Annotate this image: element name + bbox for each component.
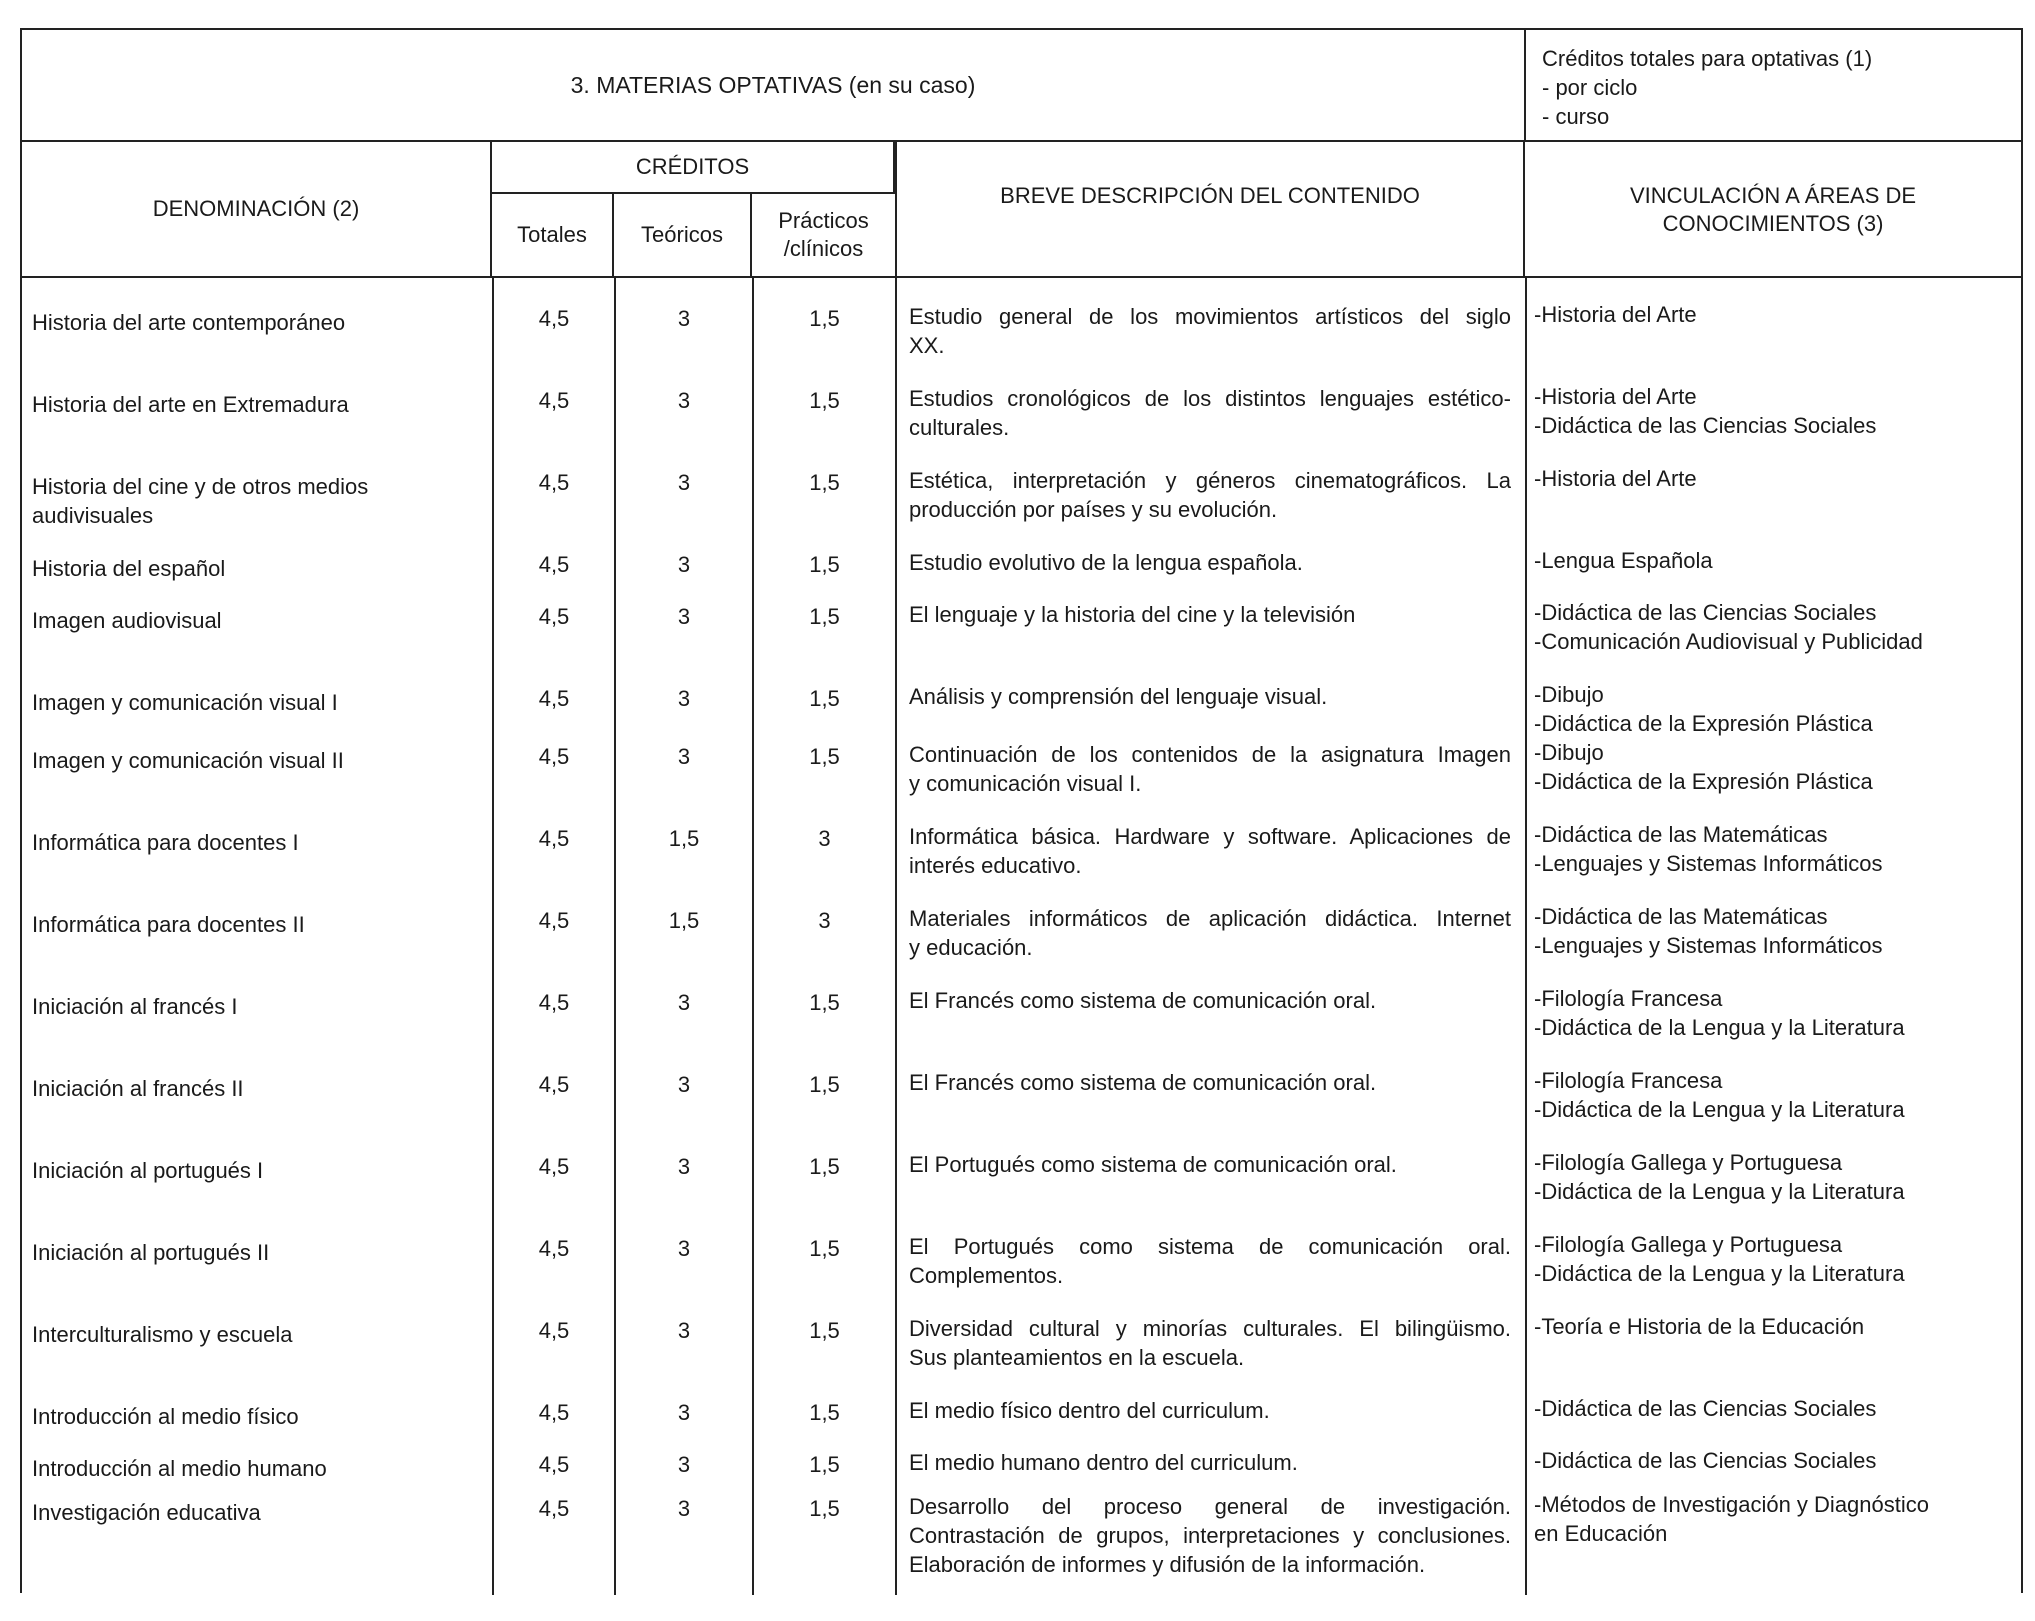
row-descripcion (909, 600, 1511, 629)
row-denominacion (32, 1156, 492, 1185)
column-header (22, 142, 2021, 278)
row-denominacion-line: Iniciación al portugués I (32, 1158, 264, 1183)
header-vinculacion-label: CONOCIMIENTOS (3) (1662, 211, 1884, 236)
row-descripcion (909, 682, 1511, 711)
row-vinculacion-line: en Educación (1534, 1521, 1668, 1546)
row-teoricos: 3 (677, 604, 691, 629)
header-totales (492, 194, 614, 276)
row-descripcion (909, 904, 1511, 962)
row-vinculacion-line: -Comunicación Audiovisual y Publicidad (1534, 629, 1923, 654)
row-descripcion (909, 466, 1511, 524)
row-practicos: 3 (818, 826, 831, 851)
row-denominacion-line: Imagen audiovisual (32, 608, 222, 633)
row-denominacion (32, 308, 492, 337)
row-descripcion (909, 384, 1511, 442)
row-descripcion-line: El Portugués como sistema de comunicación oral. (909, 1234, 1511, 1259)
row-vinculacion-line: -Didáctica de las Ciencias Sociales (1534, 1396, 1877, 1421)
header-creditos-label: CRÉDITOS (635, 154, 750, 179)
row-vinculacion (1534, 464, 2022, 493)
row-denominacion (32, 472, 492, 530)
row-vinculacion-line: -Didáctica de la Expresión Plástica (1534, 711, 1873, 736)
row-practicos: 1,5 (809, 686, 840, 711)
credits-note (1542, 44, 1872, 131)
row-vinculacion-line: -Didáctica de las Matemáticas (1534, 822, 1828, 847)
row-teoricos: 3 (677, 1400, 691, 1425)
row-totales: 4,5 (538, 990, 570, 1015)
header-creditos (492, 142, 895, 194)
optativas-table (20, 28, 2023, 1593)
row-vinculacion (1534, 738, 2022, 796)
row-descripcion-line: Materiales informáticos de aplicación didáctica. Internet (909, 906, 1511, 931)
row-vinculacion (1534, 1490, 2022, 1548)
row-vinculacion-line: -Historia del Arte (1534, 302, 1697, 327)
row-vinculacion (1534, 300, 2022, 329)
row-descripcion (909, 822, 1511, 880)
row-descripcion-line: culturales. (909, 415, 1010, 440)
row-denominacion (32, 688, 492, 717)
row-descripcion-line: El medio humano dentro del curriculum. (909, 1450, 1298, 1475)
row-descripcion (909, 1068, 1511, 1097)
row-vinculacion (1534, 680, 2022, 738)
column-rule (1525, 278, 1527, 1595)
row-descripcion-line: producción por países y su evolución. (909, 497, 1278, 522)
row-teoricos: 1,5 (668, 826, 700, 851)
row-denominacion-line: Interculturalismo y escuela (32, 1322, 293, 1347)
header-denominacion-label: DENOMINACIÓN (2) (152, 196, 360, 221)
header-practicos (752, 194, 895, 276)
row-denominacion-line: Introducción al medio físico (32, 1404, 299, 1429)
row-denominacion (32, 1320, 492, 1349)
row-vinculacion-line: -Didáctica de la Lengua y la Literatura (1534, 1179, 1905, 1204)
row-practicos: 1,5 (809, 1236, 840, 1261)
row-denominacion-line: Iniciación al francés II (32, 1076, 244, 1101)
row-descripcion-line: y comunicación visual I. (909, 771, 1142, 796)
row-practicos: 1,5 (809, 1154, 840, 1179)
header-practicos-label: Prácticos (778, 208, 869, 233)
row-vinculacion (1534, 902, 2022, 960)
row-totales: 4,5 (538, 1400, 570, 1425)
row-teoricos: 3 (677, 1236, 691, 1261)
row-descripcion-line: Complementos. (909, 1263, 1064, 1288)
row-denominacion-line: Imagen y comunicación visual I (32, 690, 338, 715)
row-denominacion (32, 910, 492, 939)
row-denominacion (32, 1402, 492, 1431)
row-practicos: 1,5 (809, 1496, 840, 1521)
row-vinculacion-line: -Didáctica de la Lengua y la Literatura (1534, 1261, 1905, 1286)
row-descripcion-line: Diversidad cultural y minorías culturales. El bilingüismo. (909, 1316, 1511, 1341)
row-totales: 4,5 (538, 908, 570, 933)
row-descripcion-line: El Francés como sistema de comunicación oral. (909, 988, 1377, 1013)
row-descripcion (909, 986, 1511, 1015)
row-denominacion-line: Informática para docentes I (32, 830, 299, 855)
row-totales: 4,5 (538, 552, 570, 577)
row-descripcion-line: Continuación de los contenidos de la asignatura Imagen (909, 742, 1511, 767)
row-practicos: 3 (818, 908, 831, 933)
row-practicos: 1,5 (809, 388, 840, 413)
row-practicos: 1,5 (809, 1452, 840, 1477)
row-descripcion-line: Elaboración de informes y difusión de la información. (909, 1552, 1426, 1577)
row-vinculacion-line: -Historia del Arte (1534, 384, 1697, 409)
row-practicos: 1,5 (809, 1400, 840, 1425)
row-teoricos: 3 (677, 552, 691, 577)
row-practicos: 1,5 (809, 744, 840, 769)
row-totales: 4,5 (538, 1072, 570, 1097)
row-denominacion-line: Iniciación al portugués II (32, 1240, 270, 1265)
row-totales: 4,5 (538, 1452, 570, 1477)
row-totales: 4,5 (538, 1154, 570, 1179)
row-vinculacion-line: -Filología Francesa (1534, 1068, 1723, 1093)
title-band (22, 30, 2021, 142)
header-descripcion-label: BREVE DESCRIPCIÓN DEL CONTENIDO (1000, 183, 1420, 208)
row-descripcion-line: El Francés como sistema de comunicación oral. (909, 1070, 1377, 1095)
row-practicos: 1,5 (809, 470, 840, 495)
row-totales: 4,5 (538, 306, 570, 331)
row-descripcion-line: Desarrollo del proceso general de investigación. (909, 1494, 1511, 1519)
row-practicos: 1,5 (809, 990, 840, 1015)
row-descripcion (909, 1448, 1511, 1477)
credits-note-line: Créditos totales para optativas (1) (1542, 46, 1873, 71)
row-denominacion (32, 390, 492, 419)
row-descripcion-line: Estudios cronológicos de los distintos lenguajes estético- (909, 386, 1511, 411)
row-denominacion-line: Imagen y comunicación visual II (32, 748, 344, 773)
row-vinculacion-line: -Lengua Española (1534, 548, 1713, 573)
row-vinculacion (1534, 1066, 2022, 1124)
row-teoricos: 3 (677, 1318, 691, 1343)
row-vinculacion-line: -Dibujo (1534, 740, 1604, 765)
row-vinculacion (1534, 546, 2022, 575)
row-vinculacion-line: -Lenguajes y Sistemas Informáticos (1534, 851, 1883, 876)
row-totales: 4,5 (538, 604, 570, 629)
row-denominacion-line: Investigación educativa (32, 1500, 261, 1525)
row-vinculacion-line: -Filología Gallega y Portuguesa (1534, 1150, 1843, 1175)
row-descripcion-line: El lenguaje y la historia del cine y la televisión (909, 602, 1356, 627)
row-vinculacion-line: -Didáctica de la Lengua y la Literatura (1534, 1015, 1905, 1040)
row-teoricos: 3 (677, 1452, 691, 1477)
column-rule (895, 278, 897, 1595)
row-teoricos: 3 (677, 1072, 691, 1097)
row-denominacion-line: Historia del arte en Extremadura (32, 392, 349, 417)
row-vinculacion-line: -Filología Gallega y Portuguesa (1534, 1232, 1843, 1257)
row-vinculacion (1534, 1230, 2022, 1288)
row-practicos: 1,5 (809, 1072, 840, 1097)
row-denominacion (32, 746, 492, 775)
row-descripcion-line: XX. (909, 333, 945, 358)
row-teoricos: 3 (677, 470, 691, 495)
row-vinculacion (1534, 1312, 2022, 1341)
row-vinculacion-line: -Didáctica de la Lengua y la Literatura (1534, 1097, 1905, 1122)
row-descripcion-line: El medio físico dentro del curriculum. (909, 1398, 1270, 1423)
row-vinculacion-line: -Teoría e Historia de la Educación (1534, 1314, 1865, 1339)
row-totales: 4,5 (538, 1496, 570, 1521)
row-denominacion-line: Historia del arte contemporáneo (32, 310, 346, 335)
row-teoricos: 1,5 (668, 908, 700, 933)
row-vinculacion-line: -Didáctica de las Ciencias Sociales (1534, 1448, 1877, 1473)
row-vinculacion (1534, 1394, 2022, 1423)
row-denominacion (32, 1498, 492, 1527)
row-descripcion (909, 740, 1511, 798)
row-descripcion-line: Informática básica. Hardware y software. Aplicaciones de (909, 824, 1511, 849)
row-descripcion (909, 1232, 1511, 1290)
header-denominacion (22, 142, 492, 276)
header-descripcion (895, 142, 1525, 276)
row-vinculacion-line: -Historia del Arte (1534, 466, 1697, 491)
row-descripcion-line: Contrastación de grupos, interpretaciones y conclusiones. (909, 1523, 1511, 1548)
row-descripcion-line: interés educativo. (909, 853, 1082, 878)
row-descripcion-line: Estética, interpretación y géneros cinematográficos. La (909, 468, 1511, 493)
row-denominacion (32, 992, 492, 1021)
row-descripcion (909, 1492, 1511, 1579)
row-denominacion (32, 1074, 492, 1103)
row-denominacion-line: audivisuales (32, 503, 154, 528)
row-descripcion-line: Análisis y comprensión del lenguaje visual. (909, 684, 1328, 709)
header-totales-label: Totales (517, 222, 587, 247)
credits-note-line: - por ciclo (1542, 75, 1638, 100)
row-vinculacion (1534, 598, 2022, 656)
row-vinculacion-line: -Métodos de Investigación y Diagnóstico (1534, 1492, 1929, 1517)
row-vinculacion-line: -Didáctica de las Ciencias Sociales (1534, 600, 1877, 625)
row-descripcion-line: Estudio evolutivo de la lengua española. (909, 550, 1303, 575)
row-totales: 4,5 (538, 388, 570, 413)
row-vinculacion (1534, 1446, 2022, 1475)
row-vinculacion (1534, 1148, 2022, 1206)
section-title-text: 3. MATERIAS OPTATIVAS (en su caso) (570, 71, 976, 98)
row-totales: 4,5 (538, 686, 570, 711)
row-denominacion-line: Informática para docentes II (32, 912, 305, 937)
row-denominacion (32, 554, 492, 583)
row-teoricos: 3 (677, 990, 691, 1015)
row-vinculacion-line: -Lenguajes y Sistemas Informáticos (1534, 933, 1883, 958)
row-denominacion (32, 1454, 492, 1483)
row-denominacion (32, 1238, 492, 1267)
row-denominacion-line: Historia del cine y de otros medios (32, 474, 369, 499)
row-practicos: 1,5 (809, 604, 840, 629)
row-vinculacion (1534, 820, 2022, 878)
header-teoricos-label: Teóricos (641, 222, 723, 247)
row-vinculacion-line: -Didáctica de las Ciencias Sociales (1534, 413, 1877, 438)
row-denominacion-line: Introducción al medio humano (32, 1456, 327, 1481)
row-denominacion (32, 828, 492, 857)
row-vinculacion-line: -Didáctica de la Expresión Plástica (1534, 769, 1873, 794)
row-totales: 4,5 (538, 744, 570, 769)
row-totales: 4,5 (538, 1318, 570, 1343)
row-totales: 4,5 (538, 1236, 570, 1261)
row-descripcion (909, 1396, 1511, 1425)
header-practicos-label: /clínicos (783, 236, 864, 261)
row-practicos: 1,5 (809, 1318, 840, 1343)
row-vinculacion-line: -Didáctica de las Matemáticas (1534, 904, 1828, 929)
row-teoricos: 3 (677, 744, 691, 769)
row-teoricos: 3 (677, 1496, 691, 1521)
row-totales: 4,5 (538, 826, 570, 851)
row-denominacion-line: Historia del español (32, 556, 226, 581)
row-descripcion (909, 302, 1511, 360)
header-teoricos (614, 194, 752, 276)
row-descripcion-line: Sus planteamientos en la escuela. (909, 1345, 1245, 1370)
row-vinculacion (1534, 984, 2022, 1042)
section-title (22, 30, 1526, 140)
row-vinculacion-line: -Dibujo (1534, 682, 1604, 707)
row-descripcion (909, 548, 1511, 577)
row-teoricos: 3 (677, 686, 691, 711)
row-practicos: 1,5 (809, 552, 840, 577)
header-vinculacion (1525, 142, 2021, 276)
row-practicos: 1,5 (809, 306, 840, 331)
row-vinculacion-line: -Filología Francesa (1534, 986, 1723, 1011)
row-totales: 4,5 (538, 470, 570, 495)
row-denominacion-line: Iniciación al francés I (32, 994, 238, 1019)
row-teoricos: 3 (677, 388, 691, 413)
row-descripcion (909, 1314, 1511, 1372)
credits-note-line: - curso (1542, 104, 1610, 129)
row-descripcion (909, 1150, 1511, 1179)
row-descripcion-line: y educación. (909, 935, 1033, 960)
row-vinculacion (1534, 382, 2022, 440)
row-descripcion-line: El Portugués como sistema de comunicación oral. (909, 1152, 1397, 1177)
row-denominacion (32, 606, 492, 635)
row-descripcion-line: Estudio general de los movimientos artísticos del siglo (909, 304, 1511, 329)
row-teoricos: 3 (677, 1154, 691, 1179)
header-vinculacion-label: VINCULACIÓN A ÁREAS DE (1629, 183, 1917, 208)
row-teoricos: 3 (677, 306, 691, 331)
